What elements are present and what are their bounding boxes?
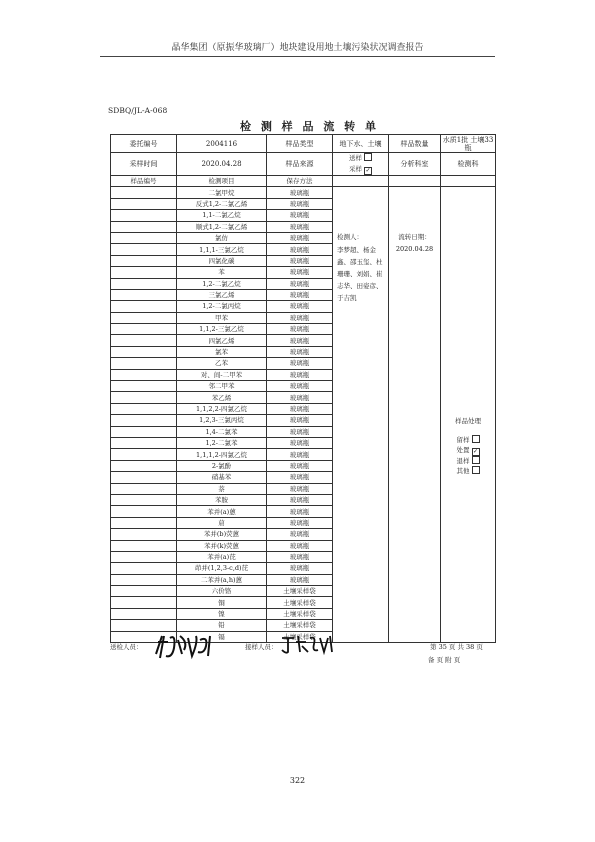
blank-header [389,176,441,187]
form-title: 检 测 样 品 流 转 单 [240,120,379,133]
storage-header: 保存方法 [267,176,333,187]
storage-cell: 玻璃瓶 [267,392,333,403]
sample-no-cell [111,620,177,631]
item-name-cell: 1,2-二氯乙烷 [177,278,267,289]
storage-cell: 土壤采样袋 [267,620,333,631]
commission-value: 2004116 [177,135,267,153]
storage-cell: 玻璃瓶 [267,210,333,221]
quantity-label: 样品数量 [389,135,441,153]
report-header: 晶华集团（原振华玻璃厂）地块建设用地土壤污染状况调查报告 [171,43,424,53]
item-name-cell: 六价铬 [177,586,267,597]
sample-no-cell [111,210,177,221]
sample-no-cell [111,403,177,414]
sample-no-cell [111,540,177,551]
sender-label: 送检人员： [110,643,143,651]
item-name-cell: 萘 [177,483,267,494]
item-name-cell: 对、间-二甲苯 [177,369,267,380]
quantity-value: 水质1批 土壤33瓶 [441,135,496,153]
sample-no-cell [111,358,177,369]
item-name-cell: 四氯化碳 [177,255,267,266]
transfer-date-label: 流转日期： [398,233,431,242]
item-name-cell: 三氯乙烯 [177,289,267,300]
checkbox[interactable] [472,435,480,443]
processing-cell [441,187,496,643]
sample-no-cell [111,232,177,243]
sample-no-cell [111,608,177,619]
storage-cell: 玻璃瓶 [267,574,333,585]
storage-cell: 玻璃瓶 [267,312,333,323]
storage-cell: 玻璃瓶 [267,381,333,392]
item-name-cell: 氯仿 [177,232,267,243]
sender-signature [152,632,222,660]
storage-cell: 玻璃瓶 [267,517,333,528]
sample-no-header: 样品编号 [111,176,177,187]
checkbox-checked[interactable]: ✓ [365,167,371,174]
storage-cell: 玻璃瓶 [267,460,333,471]
item-name-cell: 1,1,1-三氯乙烷 [177,244,267,255]
item-name-cell: 顺式1,2-二氯乙烯 [177,221,267,232]
item-name-cell: 二氯甲烷 [177,187,267,198]
item-name-cell: 乙苯 [177,358,267,369]
receivers-text [333,231,388,304]
storage-cell: 玻璃瓶 [267,267,333,278]
storage-cell: 土壤采样袋 [267,608,333,619]
item-name-cell: 1,1,2,2-四氯乙烷 [177,403,267,414]
blank-header [441,176,496,187]
blank-header [333,176,389,187]
storage-cell: 玻璃瓶 [267,437,333,448]
item-name-cell: 2-氯酚 [177,460,267,471]
storage-cell: 玻璃瓶 [267,369,333,380]
processing-option: 退样 [441,456,495,466]
page-info: 第 35 页 共 38 页 [430,643,483,651]
storage-cell: 玻璃瓶 [267,551,333,562]
item-name-cell: 反式1,2-二氯乙烯 [177,198,267,209]
item-name-cell: 1,1-二氯乙烷 [177,210,267,221]
item-header: 检测项目 [177,176,267,187]
sample-no-cell [111,506,177,517]
item-name-cell: 邻二甲苯 [177,381,267,392]
source-option-sampling: 采样 ✓ [349,165,371,174]
item-name-cell: 二苯并(a,h)蒽 [177,574,267,585]
header-row-commission [111,135,496,153]
storage-cell: 玻璃瓶 [267,529,333,540]
sample-no-cell [111,551,177,562]
sampling-time-label: 采样时间 [111,153,177,176]
sample-no-cell [111,460,177,471]
sample-no-cell [111,517,177,528]
sample-no-cell [111,244,177,255]
source-options [333,153,389,176]
dept-label: 分析科室 [389,153,441,176]
storage-cell: 玻璃瓶 [267,301,333,312]
item-rows [111,187,496,643]
item-name-cell: 苯并(k)荧蒽 [177,540,267,551]
item-name-cell: 苯胺 [177,494,267,505]
document-code: SDBQ/JL-A-068 [108,106,168,115]
storage-cell: 玻璃瓶 [267,358,333,369]
item-name-cell: 1,2-二氯苯 [177,437,267,448]
checkbox[interactable] [472,456,480,464]
storage-cell: 玻璃瓶 [267,346,333,357]
storage-cell: 玻璃瓶 [267,198,333,209]
receivers-names: 李梦超、杨金鑫、邵玉玺、杜珊珊、刘娟、崔志华、田姿彦、于吉凯 [337,246,383,303]
checkbox-checked[interactable]: ✓ [472,448,479,456]
item-name-cell: 茚并(1,2,3-c,d)芘 [177,563,267,574]
processing-option: 留样 [441,435,495,445]
processing-title: 样品处理 [455,417,481,426]
storage-cell: 玻璃瓶 [267,324,333,335]
receivers-cell [333,187,389,643]
storage-cell: 玻璃瓶 [267,483,333,494]
sample-no-cell [111,289,177,300]
storage-cell: 玻璃瓶 [267,255,333,266]
commission-label: 委托编号 [111,135,177,153]
sample-no-cell [111,312,177,323]
storage-cell: 玻璃瓶 [267,335,333,346]
item-name-cell: 1,4-二氯苯 [177,426,267,437]
dept-value: 检测科 [441,153,496,176]
storage-cell: 玻璃瓶 [267,232,333,243]
checkbox[interactable] [472,466,480,474]
column-header-row [111,176,496,187]
item-name-cell: 铜 [177,597,267,608]
header-row-sampling [111,153,496,176]
item-name-cell: 1,2,3-三氯丙烷 [177,415,267,426]
sampling-time-value: 2020.04.28 [177,153,267,176]
storage-cell: 玻璃瓶 [267,244,333,255]
storage-cell: 玻璃瓶 [267,449,333,460]
storage-cell: 玻璃瓶 [267,426,333,437]
sample-no-cell [111,437,177,448]
page-info-attachments: 备 页 附 页 [428,656,461,664]
sample-no-cell [111,563,177,574]
sample-no-cell [111,494,177,505]
sample-no-cell [111,483,177,494]
item-name-cell: 镍 [177,608,267,619]
storage-cell: 玻璃瓶 [267,221,333,232]
sample-no-cell [111,426,177,437]
sample-type-label: 样品类型 [267,135,333,153]
item-name-cell: 苯并(b)荧蒽 [177,529,267,540]
processing-option: 其他 [441,466,495,476]
sample-no-cell [111,301,177,312]
sample-no-cell [111,335,177,346]
item-name-cell: 1,1,2-三氯乙烷 [177,324,267,335]
sample-no-cell [111,586,177,597]
sample-no-cell [111,278,177,289]
item-name-cell: 苯并(a)芘 [177,551,267,562]
item-name-cell: 四氯乙烯 [177,335,267,346]
sample-no-cell [111,381,177,392]
storage-cell: 土壤采样袋 [267,597,333,608]
sample-no-cell [111,415,177,426]
sample-type-value: 地下水、土壤 [333,135,389,153]
sample-no-cell [111,369,177,380]
storage-cell: 玻璃瓶 [267,494,333,505]
storage-cell: 玻璃瓶 [267,540,333,551]
item-name-cell: 苯乙烯 [177,392,267,403]
receiver-signature [278,632,338,656]
sample-no-cell [111,267,177,278]
source-label: 样品来源 [267,153,333,176]
sample-transfer-table [110,134,496,643]
sample-no-cell [111,392,177,403]
item-name-cell: 䓛 [177,517,267,528]
sample-no-cell [111,187,177,198]
storage-cell: 玻璃瓶 [267,472,333,483]
sample-no-cell [111,449,177,460]
sample-no-cell [111,574,177,585]
page-number: 322 [289,776,306,785]
item-name-cell: 1,1,1,2-四氯乙烷 [177,449,267,460]
sample-no-cell [111,324,177,335]
item-name-cell: 镉 [177,631,267,642]
item-name-cell: 1,2-二氯丙烷 [177,301,267,312]
item-name-cell: 甲苯 [177,312,267,323]
sample-no-cell [111,198,177,209]
item-name-cell: 铅 [177,620,267,631]
processing-option: 处置 ✓ [456,446,479,456]
storage-cell: 玻璃瓶 [267,289,333,300]
item-name-cell: 硝基苯 [177,472,267,483]
item-name-cell: 苯并(a)蒽 [177,506,267,517]
item-name-cell: 氯苯 [177,346,267,357]
storage-cell: 玻璃瓶 [267,415,333,426]
item-name-cell: 苯 [177,267,267,278]
storage-cell: 玻璃瓶 [267,563,333,574]
storage-cell: 玻璃瓶 [267,403,333,414]
receiver-label: 接样人员： [245,643,278,651]
source-option-deliver: 送样 [333,153,388,164]
sample-no-cell [111,472,177,483]
storage-cell: 玻璃瓶 [267,278,333,289]
transfer-date-cell [389,187,441,643]
sample-no-cell [111,597,177,608]
sample-no-cell [111,529,177,540]
transfer-date-value: 2020.04.28 [395,245,434,254]
sample-no-cell [111,346,177,357]
storage-cell: 土壤采样袋 [267,631,333,642]
storage-cell: 玻璃瓶 [267,506,333,517]
table-row [111,187,496,198]
sample-no-cell [111,255,177,266]
storage-cell: 玻璃瓶 [267,187,333,198]
checkbox[interactable] [364,153,372,161]
receivers-caption: 检测人： [337,233,363,242]
sample-no-cell [111,221,177,232]
storage-cell: 土壤采样袋 [267,586,333,597]
header-rule [100,56,495,57]
